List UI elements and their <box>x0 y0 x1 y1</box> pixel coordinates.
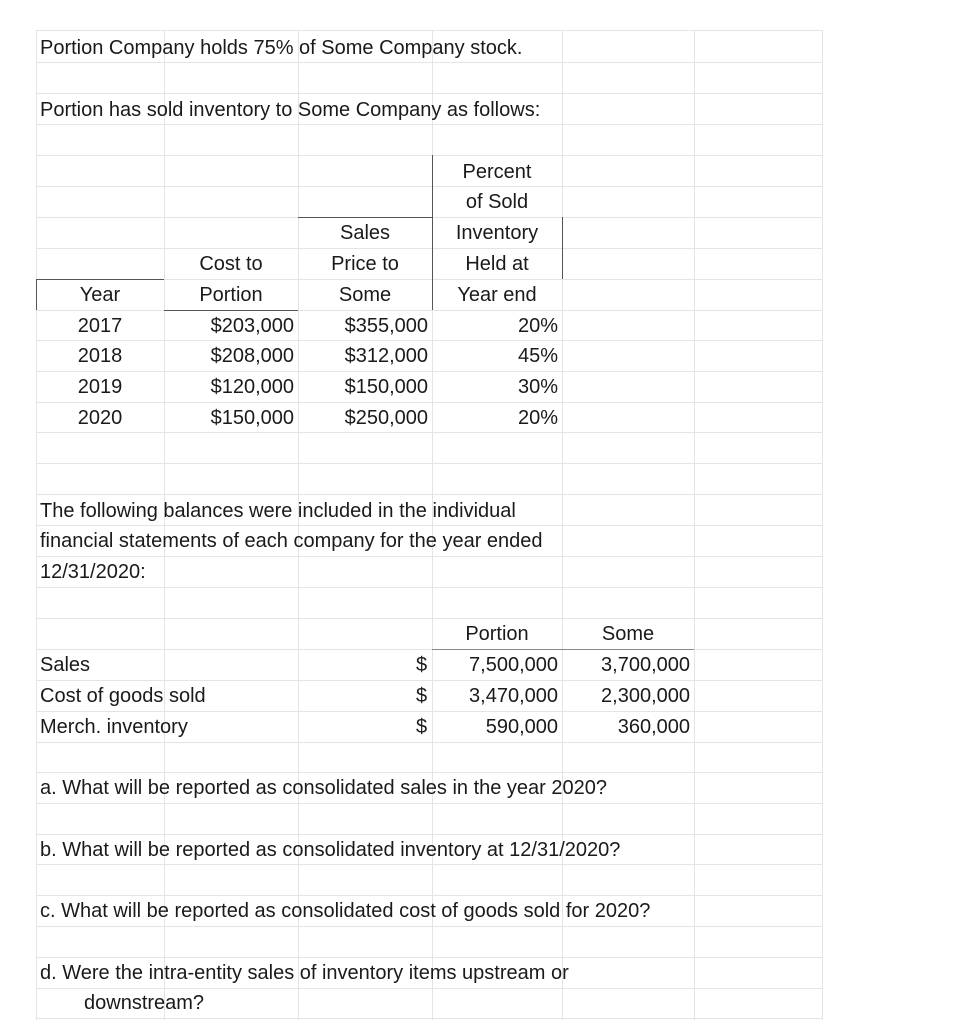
row-2019-year: 2019 <box>77 376 123 398</box>
question-c: c. What will be reported as consolidated cost of goods sold for 2020? <box>40 900 651 922</box>
row-inventory-some: 360,000 <box>617 716 690 738</box>
row-2019-price: $150,000 <box>344 376 428 398</box>
cost-header-2: Portion <box>199 284 263 306</box>
row-sales-dollar: $ <box>416 654 428 676</box>
pct-header-1: Percent <box>462 161 532 183</box>
year-header-left-border <box>36 279 37 310</box>
row-2017-cost: $203,000 <box>210 315 294 337</box>
cost-header-1: Cost to <box>199 253 263 275</box>
price-header-top-border <box>298 217 432 218</box>
row-2017-year: 2017 <box>77 315 123 337</box>
row-2018-year: 2018 <box>77 345 123 367</box>
row-2020-price: $250,000 <box>344 407 428 429</box>
row-2017-pct: 20% <box>517 315 558 337</box>
row-cogs-some: 2,300,000 <box>601 685 690 707</box>
price-header-2: Price to <box>331 253 399 275</box>
row-2018-price: $312,000 <box>344 345 428 367</box>
year-header: Year <box>79 284 121 306</box>
row-sales-some: 3,700,000 <box>601 654 690 676</box>
question-b: b. What will be reported as consolidated inventory at 12/31/2020? <box>40 839 621 861</box>
pct-header-left-border <box>432 155 433 310</box>
row-cogs-dollar: $ <box>416 685 428 707</box>
row-sales-label: Sales <box>40 654 91 676</box>
row-inventory-dollar: $ <box>416 716 428 738</box>
col-some-header: Some <box>601 623 655 645</box>
row-2018-cost: $208,000 <box>210 345 294 367</box>
pct-header-3: Inventory <box>455 222 539 244</box>
price-header-1: Sales <box>339 222 391 244</box>
row-2017-price: $355,000 <box>344 315 428 337</box>
pct-header-4: Held at <box>465 253 529 275</box>
row-inventory-portion: 590,000 <box>485 716 558 738</box>
row-2019-pct: 30% <box>517 376 558 398</box>
row-2018-pct: 45% <box>517 345 558 367</box>
row-sales-portion: 7,500,000 <box>469 654 558 676</box>
intro-line-1: Portion Company holds 75% of Some Company stock. <box>40 37 523 59</box>
row-cogs-portion: 3,470,000 <box>469 685 558 707</box>
pct-header-2: of Sold <box>465 191 529 213</box>
row-inventory-label: Merch. inventory <box>40 716 188 738</box>
row-2020-year: 2020 <box>77 407 123 429</box>
intro-line-2: Portion has sold inventory to Some Company as follows: <box>40 99 541 121</box>
balances-intro-line-2: financial statements of each company for the year ended <box>40 530 543 552</box>
pct-header-5: Year end <box>457 284 537 306</box>
row-cogs-label: Cost of goods sold <box>40 685 206 707</box>
year-header-top-border <box>36 279 164 280</box>
row-2020-cost: $150,000 <box>210 407 294 429</box>
pct-header-right-border <box>562 217 563 279</box>
price-header-3: Some <box>338 284 392 306</box>
row-2019-cost: $120,000 <box>210 376 294 398</box>
balances-intro-line-3: 12/31/2020: <box>40 561 146 583</box>
question-d-line-1: d. Were the intra-entity sales of inventory items upstream or <box>40 962 569 984</box>
col-portion-header: Portion <box>465 623 529 645</box>
question-a: a. What will be reported as consolidated sales in the year 2020? <box>40 777 608 799</box>
question-d-line-2: downstream? <box>84 992 205 1014</box>
balances-intro-line-1: The following balances were included in the individual <box>40 500 516 522</box>
row-2020-pct: 20% <box>517 407 558 429</box>
